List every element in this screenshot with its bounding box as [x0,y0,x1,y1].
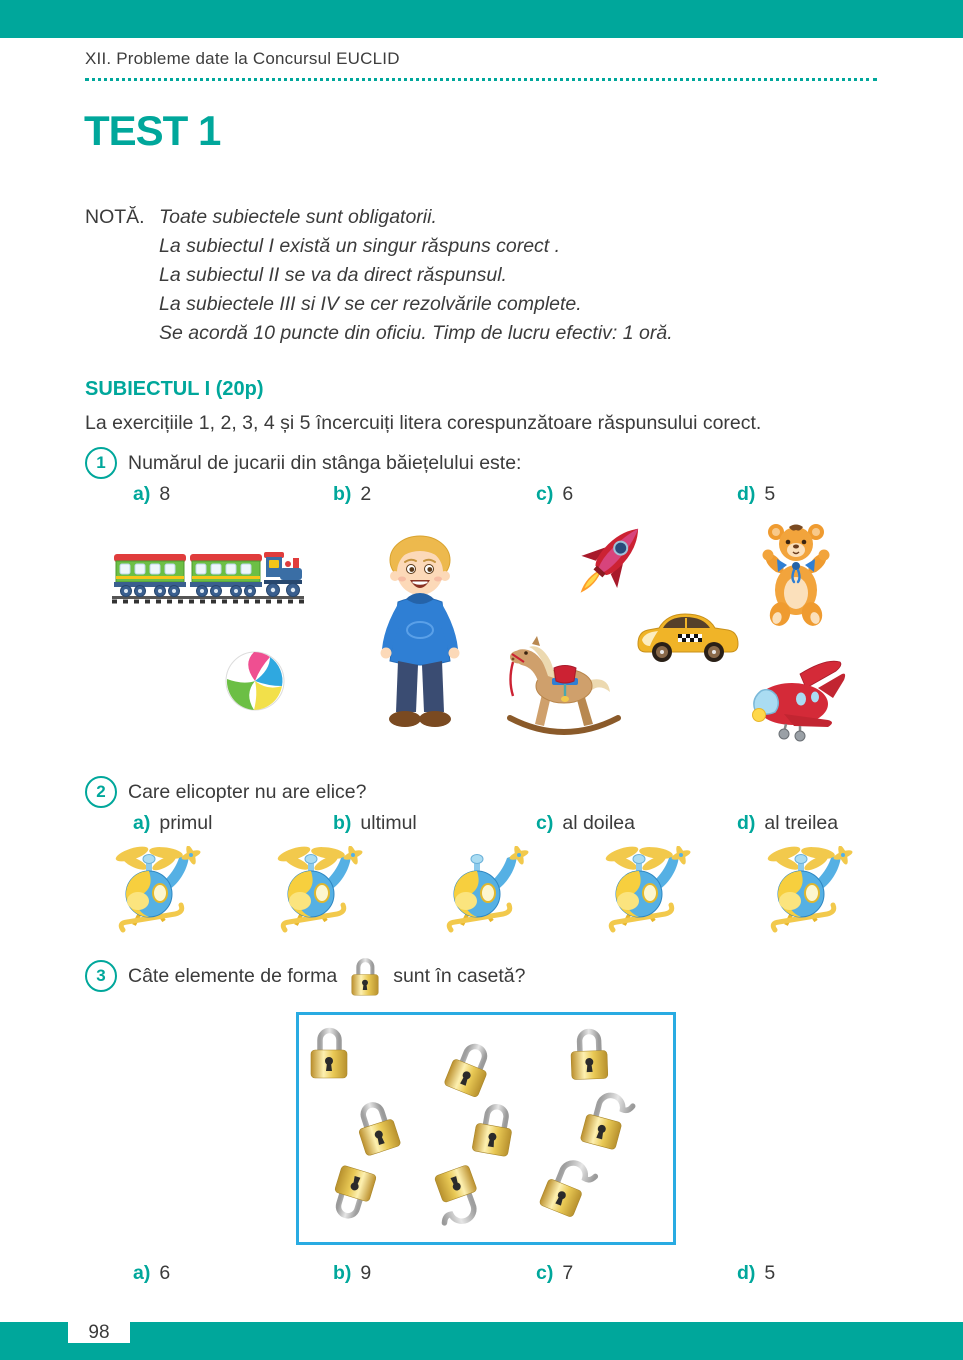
taxi-icon [632,606,744,668]
option-d: d) 5 [737,1262,776,1284]
option-a: a) 8 [133,483,171,505]
question-3-number-badge: 3 [85,960,117,992]
option-b: b) 2 [333,483,372,505]
question-1-text: Numărul de jucarii din stânga băiețelului este: [128,451,522,474]
option-b: b) ultimul [333,812,417,834]
option-a: a) primul [133,812,213,834]
question-1-number-badge: 1 [85,447,117,479]
question-3-text-after: sunt în casetă? [393,964,526,987]
padlock-closed-icon [565,1021,613,1085]
question-1 [85,447,521,479]
helicopter-icon-2 [275,846,367,934]
note-block [85,203,885,348]
helicopter-icon-1 [113,846,205,934]
option-a: a) 6 [133,1262,171,1284]
padlock-open-icon [422,1158,492,1234]
padlock-inline-icon [348,953,382,999]
top-accent-bar [0,0,963,38]
question-3-text-before: Câte elemente de forma [128,964,338,987]
teddy-bear-icon [758,520,834,628]
question-3-options [85,1262,885,1290]
option-d: d) al treilea [737,812,839,834]
padlock-open-icon [574,1084,640,1157]
note-line: Toate subiectele sunt obligatorii. [159,206,437,228]
subject-instruction: La exercițiile 1, 2, 3, 4 și 5 încercuiți litera corespunzătoare răspunsului corect. [85,412,762,434]
helicopter-no-rotor-icon [441,846,533,934]
question-3 [85,952,525,1000]
padlock-closed-icon [466,1093,522,1162]
question-2-options [85,812,885,840]
note-line: La subiectele III si IV se cer rezolvările complete. [159,293,582,315]
padlock-open-icon [532,1150,603,1227]
question-2-text: Care elicopter nu are elice? [128,780,367,803]
beach-ball-icon [224,650,286,712]
question-2-number-badge: 2 [85,776,117,808]
rocket-icon [574,518,646,610]
locks-box [296,1012,676,1245]
chapter-header: XII. Probleme date la Concursul EUCLID [85,49,400,68]
note-line: La subiectul II se va da direct răspunsul. [159,264,507,286]
option-d: d) 5 [737,483,776,505]
rocking-horse-icon [504,634,624,746]
option-c: c) 6 [536,483,574,505]
subject-heading: SUBIECTUL I (20p) [85,378,264,400]
padlock-closed-icon [437,1030,503,1105]
page-number: 98 [68,1322,130,1343]
dotted-divider [85,64,877,81]
option-c: c) 7 [536,1262,574,1284]
option-b: b) 9 [333,1262,372,1284]
question-2 [85,776,366,808]
note-label: NOTĂ. [85,206,145,228]
note-lines [159,203,673,348]
question-1-options [85,483,885,511]
padlock-closed-icon [321,1159,383,1232]
toy-train-icon [112,546,304,604]
helicopter-icon-5 [765,846,857,934]
page-title: TEST 1 [84,107,221,154]
note-line: Se acordă 10 puncte din oficiu. Timp de lucru efectiv: 1 oră. [159,322,673,344]
padlock-closed-icon [306,1021,352,1083]
helicopter-icon-4 [603,846,695,934]
option-c: c) al doilea [536,812,635,834]
bottom-accent-bar [0,1322,963,1360]
note-line: La subiectul I există un singur răspuns corect . [159,235,561,257]
toy-plane-icon [748,656,848,742]
padlock-closed-icon [345,1089,408,1162]
boy-figure-icon [368,530,472,734]
